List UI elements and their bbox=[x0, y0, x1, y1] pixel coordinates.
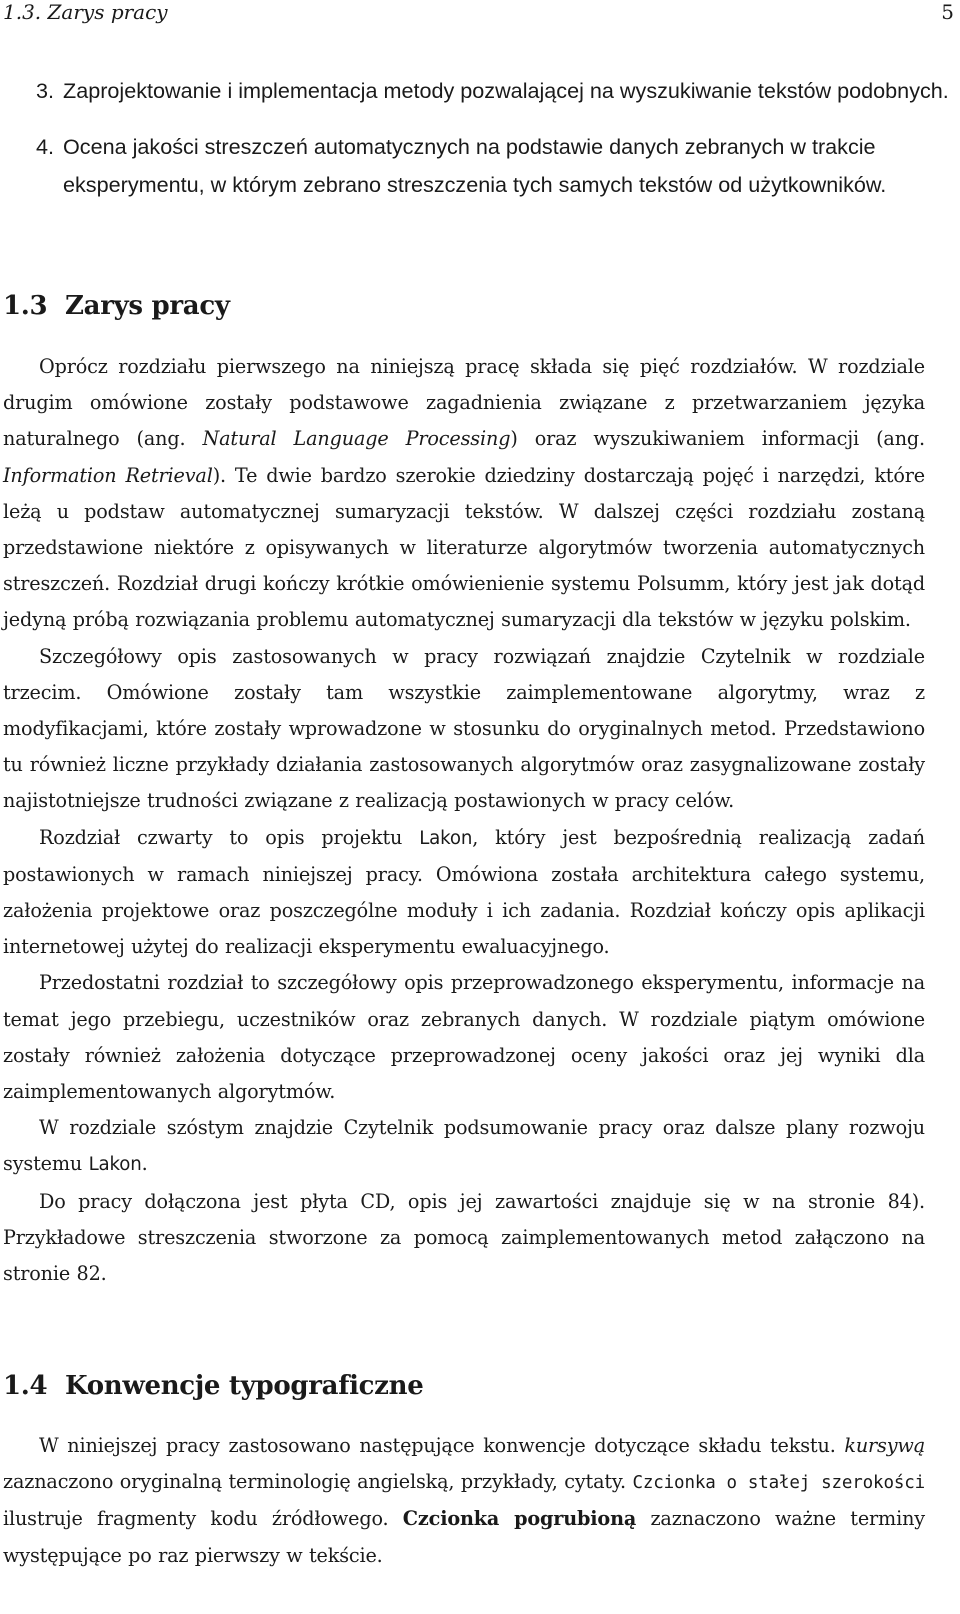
paragraph: Do pracy dołączona jest płyta CD, opis jej zawartości znajduje się w na stronie 84). Przykładowe streszczenia stworzone za pomocą zaimplementowanych metod załączono na stronie 82. bbox=[3, 1189, 925, 1286]
english-term: Information Retrieval bbox=[3, 463, 213, 487]
running-header bbox=[3, 0, 954, 26]
italic-example: kursywą bbox=[844, 1434, 925, 1457]
bold-example: Czcionka pogrubioną bbox=[402, 1507, 637, 1531]
running-header-title: 1.3. Zarys pracy bbox=[3, 0, 168, 24]
page-number: 5 bbox=[941, 0, 954, 24]
paragraph-text: W rozdziale szóstym znajdzie Czytelnik podsumowanie pracy oraz dalsze plany rozwoju systemu bbox=[3, 1116, 925, 1176]
list-item-text: Zaprojektowanie i implementacja metody pozwalającej na wyszukiwanie tekstów podobnych. bbox=[63, 78, 949, 103]
paragraph bbox=[3, 349, 925, 639]
paragraph-text: ). Te dwie bardzo szerokie dziedziny dostarczają pojęć i narzędzi, które leżą u podstaw automatycznej sumaryzacji tekstów. W dalszej części rozdziału zostaną przedstawione niektóre z opisywanych w literaturze algorytmów tworzenia automatycznych streszczeń. Rozdział drugi kończy krótkie omówienienie systemu Polsumm, który jest jak dotąd jedyną próbą rozwiązania problemu automatycznej sumaryzacji dla tekstów w języku polskim. bbox=[3, 463, 925, 632]
paragraph-text: zaznaczono oryginalną terminologię angielską, przykłady, cytaty. bbox=[3, 1470, 633, 1494]
section-title: Zarys pracy bbox=[65, 291, 230, 321]
section-heading-1-3 bbox=[3, 290, 230, 322]
list-item-text: Ocena jakości streszczeń automatycznych na podstawie danych zebranych w trakcie eksperymentu, w którym zebrano streszczenia tych samych tekstów od użytkowników. bbox=[63, 134, 887, 197]
section-number: 1.4 bbox=[3, 1371, 48, 1401]
paragraph-text: . bbox=[141, 1152, 148, 1176]
paragraph bbox=[3, 1110, 925, 1183]
paragraph-text: W niniejszej pracy zastosowano następujące konwencje dotyczące składu tekstu. bbox=[39, 1434, 845, 1457]
list-item bbox=[3, 72, 953, 110]
paragraph-text: Oprócz rozdziału pierwszego na niniejszą pracę składa się pięć rozdziałów. W rozdziale drugim omówione zostały podstawowe zagadnienia związane z przetwarzaniem języka naturalnego (ang. bbox=[3, 355, 925, 451]
paragraph-text: Rozdział czwarty to opis projektu bbox=[39, 825, 420, 849]
list-item-number: 3. bbox=[36, 78, 55, 103]
monospace-example: Czcionka o stałej szerokości bbox=[632, 1473, 925, 1494]
paragraph bbox=[3, 1428, 925, 1574]
list-item bbox=[3, 128, 953, 204]
enumerated-list bbox=[3, 72, 953, 222]
paragraph-text: ilustruje fragmenty kodu źródłowego. bbox=[3, 1507, 403, 1531]
section-number: 1.3 bbox=[3, 291, 48, 321]
paragraph: Szczegółowy opis zastosowanych w pracy rozwiązań znajdzie Czytelnik w rozdziale trzecim. Omówione zostały tam wszystkie zaimplementowane algorytmy, wraz z modyfikacjami, które zostały wprowadzone w stosunku do oryginalnych metod. Przedstawiono tu również liczne przykłady działania zastosowanych algorytmów oraz zasygnalizowane zostały najistotniejsze trudności związane z realizacją postawionych w pracy celów. bbox=[3, 644, 925, 813]
paragraph-text: , który jest bezpośrednią realizacją zadań postawionych w ramach niniejszej pracy. Omówiona została architektura całego systemu, założenia projektowe oraz poszczególne moduły i ich zadania. Rozdział kończy opis aplikacji internetowej użytej do realizacji eksperymentu ewaluacyjnego. bbox=[3, 825, 925, 959]
section-1-4-body bbox=[3, 1428, 925, 1574]
english-term: Natural Language Processing bbox=[202, 427, 511, 451]
paragraph bbox=[3, 820, 925, 966]
paragraph-text: ) oraz wyszukiwaniem informacji (ang. bbox=[510, 427, 925, 451]
section-1-3-body bbox=[3, 349, 925, 1292]
project-name: Lakon bbox=[419, 827, 473, 849]
project-name: Lakon bbox=[88, 1154, 142, 1176]
section-heading-1-4 bbox=[3, 1370, 424, 1402]
list-item-number: 4. bbox=[36, 134, 55, 159]
paragraph: Przedostatni rozdział to szczegółowy opis przeprowadzonego eksperymentu, informacje na temat jego przebiegu, uczestników oraz zebranych danych. W rozdziale piątym omówione zostały również założenia dotyczące przeprowadzonej oceny jakości oraz jej wyniki dla zaimplementowanych algorytmów. bbox=[3, 971, 925, 1104]
section-title: Konwencje typograficzne bbox=[65, 1371, 424, 1401]
paragraph-text: zaznaczono ważne terminy występujące po raz pierwszy w tekście. bbox=[3, 1507, 925, 1567]
